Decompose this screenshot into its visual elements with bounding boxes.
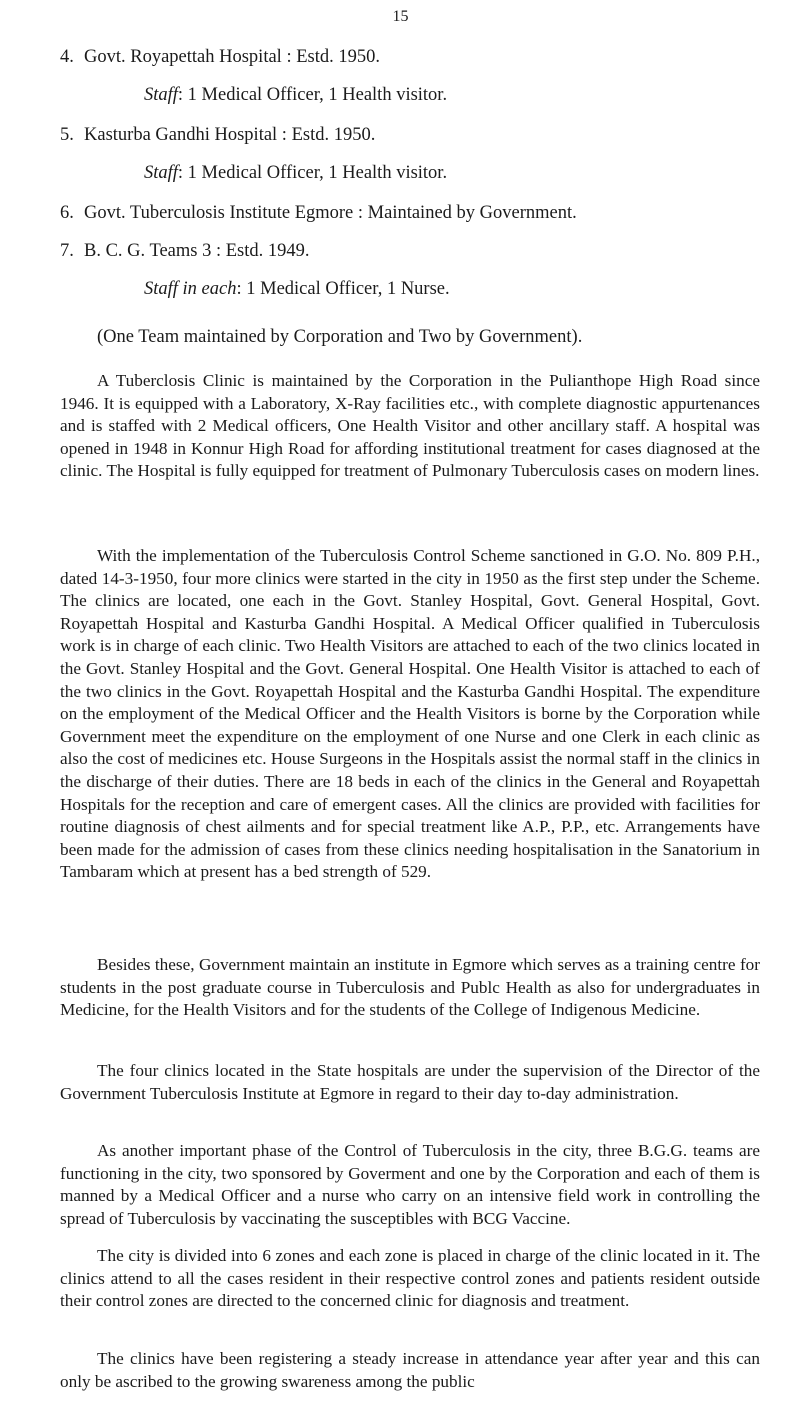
bcg-teams-note: (One Team maintained by Corporation and Two by Government). (97, 327, 583, 347)
paragraph-bcg-teams: As another important phase of the Control of Tuberculosis in the city, three B.G.G. teams are functioning in the city, two sponsored by Goverment and one by the Corporation and each of them is manned by a Medical Officer and a nurse who carry on an intensive field work in controlling the spread of Tuberculosis by vaccinating the susceptibles with BCG Vaccine. (60, 1141, 760, 1228)
paragraph-zones: The city is divided into 6 zones and each zone is placed in charge of the clinic located in it. The clinics attend to all the cases resident in their respective control zones and patients resident outside their control zones are directed to the concerned clinic for diagnosis and treatment. (60, 1246, 760, 1311)
item-number: 5. (60, 125, 74, 145)
page-number: 15 (392, 8, 409, 25)
staff-line-5 (60, 162, 760, 202)
staff-line-7 (60, 278, 760, 318)
staff-value: : 1 Medical Officer, 1 Health visitor. (177, 85, 448, 105)
item-text: Govt. Tuberculosis Institute Egmore : Maintained by Government. (84, 203, 577, 223)
staff-label: Staff in each (144, 279, 237, 299)
item-number: 6. (60, 203, 74, 223)
staff-line-4 (60, 84, 760, 124)
list-item-6 (60, 202, 760, 240)
institution-list (60, 46, 760, 318)
paragraph-egmore-institute: Besides these, Government maintain an institute in Egmore which serves as a training centre for students in the post graduate course in Tuberculosis and Publc Health as also for undergraduates in Medicine, for the Health Visitors and for the students of the College of Indigenous Medicine. (60, 955, 760, 1020)
item-number: 4. (60, 47, 74, 67)
paragraph-attendance: The clinics have been registering a steady increase in attendance year after year and this can only be ascribed to the growing swareness among the public (60, 1349, 760, 1391)
paragraph-supervision: The four clinics located in the State hospitals are under the supervision of the Director of the Government Tuberculosis Institute at Egmore in regard to their day to-day administration. (60, 1061, 760, 1103)
staff-value: : 1 Medical Officer, 1 Nurse. (236, 279, 450, 299)
list-item-5 (60, 124, 760, 162)
item-text: Kasturba Gandhi Hospital : Estd. 1950. (84, 125, 376, 145)
item-text: B. C. G. Teams 3 : Estd. 1949. (84, 241, 310, 261)
list-item-4 (60, 46, 760, 84)
paragraph-control-scheme: With the implementation of the Tuberculosis Control Scheme sanctioned in G.O. No. 809 P.H., dated 14-3-1950, four more clinics were started in the city in 1950 as the first step under the Scheme. The clinics are located, one each in the Govt. Stanley Hospital, Govt. General Hospital, Govt. Royapettah Hospital and Kasturba Gandhi Hospital. A Medical Officer qualified in Tuberculosis work is in charge of each clinic. Two Health Visitors are attached to each of the two clinics located in the Govt. Stanley Hospital and the Govt. General Hospital. One Health Visitor is attached to each of the two clinics in the Govt. Royapettah Hospital and the Kasturba Gandhi Hospital. The expenditure on the employment of the Medical Officer and the Health Visitors is borne by the Corporation while Government meet the expenditure on the employment of one Nurse and one Clerk in each clinic as also the cost of medicines etc. House Surgeons in the Hospitals assist the normal staff in the clinics in the discharge of their duties. There are 18 beds in each of the clinics in the General and Royapettah Hospitals for the reception and care of emergent cases. All the clinics are provided with facilities for routine diagnosis of chest ailments and for special treatment like A.P., P.P., etc. Arrangements have been made for the admission of cases from these clinics needing hospitalisation in the Sanatorium in Tambaram which at present has a bed strength of 529. (60, 546, 760, 882)
list-item-7 (60, 240, 760, 278)
paragraph-pulianthope-clinic: A Tuberclosis Clinic is maintained by the Corporation in the Pulianthope High Road since 1946. It is equipped with a Laboratory, X-Ray facilities etc., with complete diagnostic appurtenances and is staffed with 2 Medical officers, One Health Visitor and other ancillary staff. A hospital was opened in 1948 in Konnur High Road for affording institutional treatment for cases diagnosed at the clinic. The Hospital is fully equipped for treatment of Pulmonary Tuberculosis cases on modern lines. (60, 371, 760, 481)
staff-label: Staff (144, 163, 178, 183)
item-text: Govt. Royapettah Hospital : Estd. 1950. (84, 47, 380, 67)
staff-label: Staff (144, 85, 178, 105)
staff-value: : 1 Medical Officer, 1 Health visitor. (177, 163, 448, 183)
item-number: 7. (60, 241, 74, 261)
